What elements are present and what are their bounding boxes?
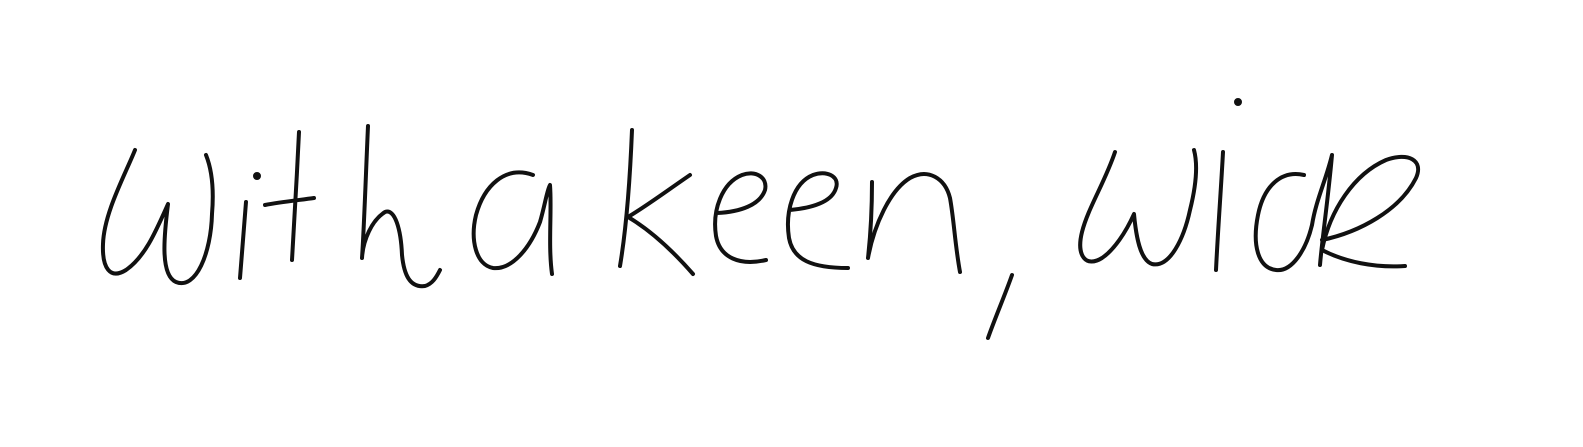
stroke-i2	[1216, 152, 1223, 270]
stroke-d	[1256, 155, 1332, 270]
dot-i1	[255, 174, 259, 178]
stroke-e2	[788, 173, 848, 268]
stroke-n	[868, 174, 960, 272]
stroke-comma	[988, 275, 1012, 338]
stroke-i1	[240, 202, 246, 278]
stroke-e1	[715, 173, 766, 262]
stroke-w2	[1080, 150, 1196, 264]
stroke-W	[103, 150, 213, 283]
stroke-k-stem	[620, 130, 632, 266]
dot-i2	[1236, 100, 1240, 104]
stroke-a1	[474, 172, 552, 274]
stroke-k-arm	[628, 175, 693, 274]
ink-strokes	[103, 100, 1418, 338]
stroke-e3	[1322, 157, 1418, 266]
stroke-t1-bar	[265, 198, 314, 205]
stroke-t1-stem	[292, 132, 299, 260]
stroke-h1	[362, 126, 440, 286]
